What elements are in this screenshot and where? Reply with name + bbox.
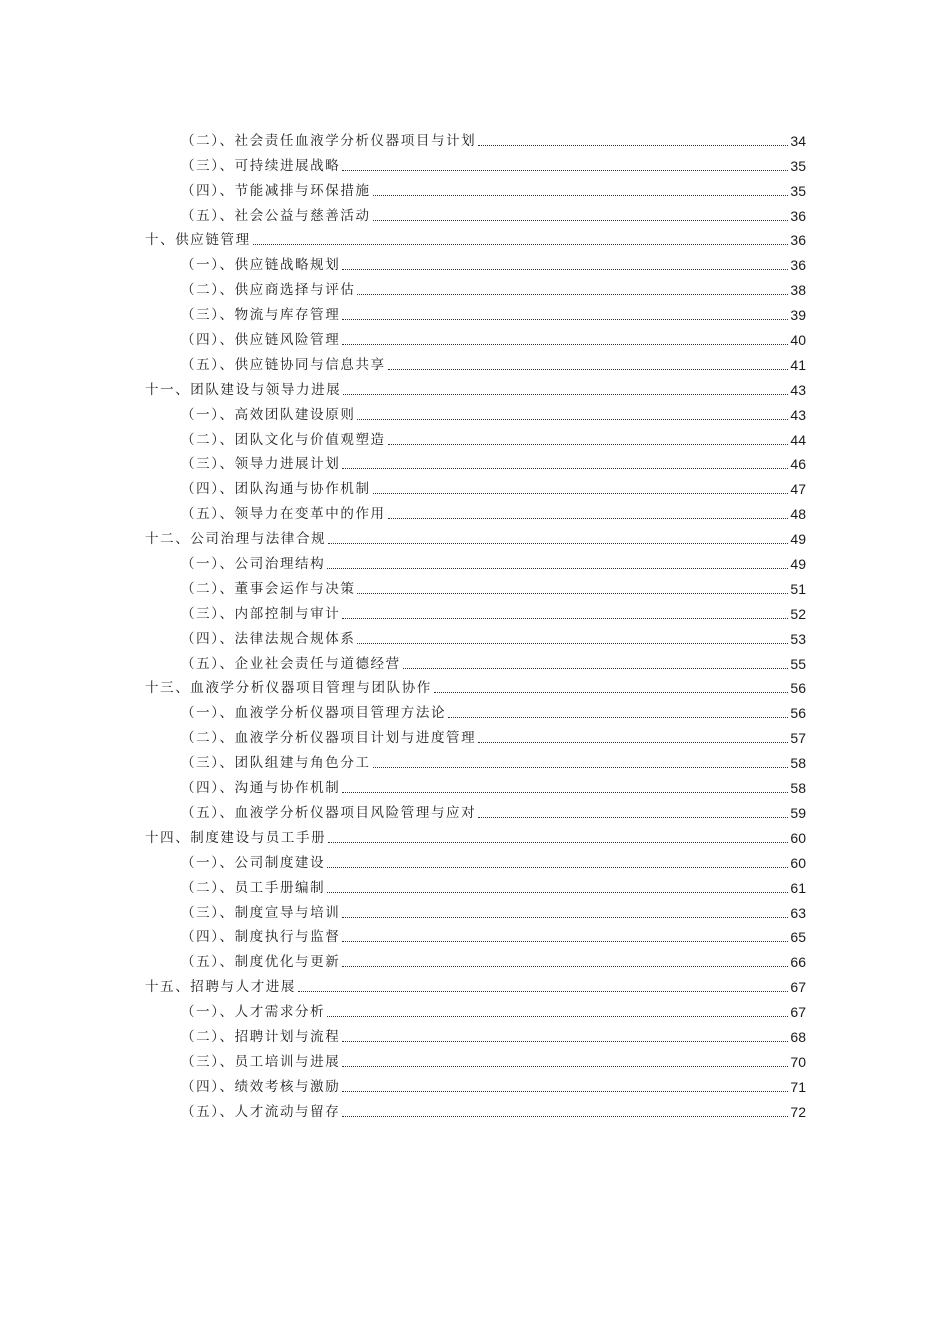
dot-leader [342,618,788,619]
toc-entry-title: （五）、供应链协同与信息共享 [181,356,386,373]
toc-section-entry[interactable] [145,647,806,672]
toc-entry-title: 十、供应链管理 [145,232,251,249]
dot-leader [388,518,789,519]
toc-section-entry[interactable] [145,921,806,946]
toc-page-number: 70 [790,1053,806,1070]
toc-section-entry[interactable] [145,547,806,572]
toc-entry-title: （二）、董事会运作与决策 [181,580,356,597]
toc-page-number: 35 [790,182,806,199]
dot-leader [342,344,788,345]
toc-entry-title: （五）、制度优化与更新 [181,954,341,971]
dot-leader [373,493,789,494]
toc-entry-title: （三）、物流与库存管理 [181,307,341,324]
dot-leader [342,468,788,469]
dot-leader [328,842,788,843]
dot-leader [357,593,788,594]
toc-page-number: 43 [790,381,806,398]
dot-leader [343,394,788,395]
dot-leader [357,419,788,420]
dot-leader [342,1116,788,1117]
toc-entry-title: （五）、社会公益与慈善活动 [181,207,371,224]
toc-section-entry[interactable] [145,1020,806,1045]
toc-entry-title: 十一、团队建设与领导力进展 [145,381,342,398]
toc-section-entry[interactable] [145,423,806,448]
toc-section-entry[interactable] [145,696,806,721]
toc-section-entry[interactable] [145,572,806,597]
toc-section-entry[interactable] [145,273,806,298]
toc-page-number: 36 [790,232,806,249]
toc-entry-title: （四）、沟通与协作机制 [181,780,341,797]
toc-page-number: 58 [790,780,806,797]
dot-leader [434,692,789,693]
toc-page-number: 36 [790,257,806,274]
toc-section-entry[interactable] [145,398,806,423]
toc-page-number: 67 [790,1004,806,1021]
toc-chapter-entry[interactable] [145,970,806,995]
toc-entry-title: （四）、法律法规合规体系 [181,630,356,647]
toc-page-number: 51 [790,580,806,597]
toc-page-number: 59 [790,804,806,821]
dot-leader [298,991,788,992]
dot-leader [342,917,788,918]
dot-leader [373,220,789,221]
toc-entry-title: （三）、内部控制与审计 [181,605,341,622]
dot-leader [342,170,788,171]
toc-page-number: 34 [790,132,806,149]
toc-page-number: 49 [790,556,806,573]
dot-leader [328,543,788,544]
toc-entry-title: （一）、公司制度建设 [181,854,326,871]
toc-section-entry[interactable] [145,771,806,796]
toc-section-entry[interactable] [145,622,806,647]
dot-leader [327,892,788,893]
dot-leader [478,817,788,818]
toc-entry-title: （二）、供应商选择与评估 [181,282,356,299]
dot-leader [342,966,788,967]
toc-page-number: 40 [790,332,806,349]
toc-entry-title: 十四、制度建设与员工手册 [145,829,327,846]
toc-entry-title: （二）、员工手册编制 [181,879,326,896]
toc-chapter-entry[interactable] [145,224,806,249]
dot-leader [357,294,788,295]
dot-leader [342,319,788,320]
dot-leader [388,369,789,370]
toc-page-number: 36 [790,207,806,224]
dot-leader [253,244,789,245]
toc-section-entry[interactable] [145,1070,806,1095]
toc-section-entry[interactable] [145,298,806,323]
toc-section-entry[interactable] [145,248,806,273]
toc-entry-title: （三）、可持续进展战略 [181,157,341,174]
toc-section-entry[interactable] [145,497,806,522]
toc-page-number: 49 [790,531,806,548]
toc-page-number: 55 [790,655,806,672]
toc-page-number: 68 [790,1028,806,1045]
toc-page-number: 48 [790,506,806,523]
toc-entry-title: （五）、企业社会责任与道德经营 [181,655,401,672]
toc-chapter-entry[interactable] [145,672,806,697]
toc-entry-title: （一）、高效团队建设原则 [181,406,356,423]
toc-entry-title: （三）、团队组建与角色分工 [181,755,371,772]
toc-page-number: 39 [790,307,806,324]
toc-entry-title: 十二、公司治理与法律合规 [145,531,327,548]
dot-leader [342,1041,788,1042]
dot-leader [342,269,788,270]
toc-page-number: 60 [790,854,806,871]
toc-entry-title: （一）、公司治理结构 [181,556,326,573]
toc-section-entry[interactable] [145,348,806,373]
toc-entry-title: （四）、供应链风险管理 [181,332,341,349]
toc-page-number: 58 [790,755,806,772]
toc-chapter-entry[interactable] [145,821,806,846]
toc-section-entry[interactable] [145,896,806,921]
toc-page-number: 60 [790,829,806,846]
toc-entry-title: （四）、绩效考核与激励 [181,1078,341,1095]
toc-entry-title: （一）、供应链战略规划 [181,257,341,274]
dot-leader [342,792,788,793]
dot-leader [357,643,788,644]
toc-section-entry[interactable] [145,124,806,149]
dot-leader [388,444,789,445]
toc-page-number: 35 [790,157,806,174]
toc-section-entry[interactable] [145,149,806,174]
toc-page-number: 38 [790,282,806,299]
dot-leader [327,1016,788,1017]
toc-section-entry[interactable] [145,174,806,199]
toc-section-entry[interactable] [145,846,806,871]
toc-section-entry[interactable] [145,323,806,348]
toc-entry-title: （二）、社会责任血液学分析仪器项目与计划 [181,132,477,149]
toc-entry-title: （五）、领导力在变革中的作用 [181,506,386,523]
toc-section-entry[interactable] [145,871,806,896]
toc-page-number: 63 [790,904,806,921]
toc-page-number: 52 [790,605,806,622]
toc-entry-title: （三）、领导力进展计划 [181,456,341,473]
toc-page-number: 65 [790,929,806,946]
toc-page-number: 43 [790,406,806,423]
table-of-contents [145,124,806,1120]
toc-page-number: 41 [790,356,806,373]
toc-page-number: 66 [790,954,806,971]
toc-section-entry[interactable] [145,796,806,821]
toc-entry-title: （一）、血液学分析仪器项目管理方法论 [181,705,447,722]
dot-leader [403,668,789,669]
toc-page-number: 46 [790,456,806,473]
toc-entry-title: （二）、血液学分析仪器项目计划与进度管理 [181,730,477,747]
dot-leader [373,195,789,196]
toc-section-entry[interactable] [145,1045,806,1070]
toc-page-number: 56 [790,680,806,697]
toc-section-entry[interactable] [145,199,806,224]
toc-entry-title: 十五、招聘与人才进展 [145,979,296,996]
toc-section-entry[interactable] [145,995,806,1020]
toc-entry-title: （二）、招聘计划与流程 [181,1028,341,1045]
dot-leader [342,1091,788,1092]
toc-page-number: 56 [790,705,806,722]
dot-leader [448,717,788,718]
toc-entry-title: （四）、节能减排与环保措施 [181,182,371,199]
toc-page-number: 44 [790,431,806,448]
dot-leader [478,145,788,146]
toc-section-entry[interactable] [145,746,806,771]
toc-entry-title: （三）、员工培训与进展 [181,1053,341,1070]
toc-page-number: 71 [790,1078,806,1095]
dot-leader [327,568,788,569]
toc-entry-title: （三）、制度宣导与培训 [181,904,341,921]
toc-page-number: 67 [790,979,806,996]
toc-section-entry[interactable] [145,472,806,497]
toc-entry-title: （四）、制度执行与监督 [181,929,341,946]
toc-section-entry[interactable] [145,597,806,622]
toc-page-number: 57 [790,730,806,747]
toc-section-entry[interactable] [145,945,806,970]
toc-page-number: 72 [790,1103,806,1120]
toc-section-entry[interactable] [145,1095,806,1120]
toc-entry-title: （一）、人才需求分析 [181,1004,326,1021]
toc-page-number: 61 [790,879,806,896]
toc-entry-title: （五）、人才流动与留存 [181,1103,341,1120]
dot-leader [373,767,789,768]
toc-entry-title: 十三、血液学分析仪器项目管理与团队协作 [145,680,432,697]
toc-chapter-entry[interactable] [145,522,806,547]
toc-entry-title: （四）、团队沟通与协作机制 [181,481,371,498]
dot-leader [342,941,788,942]
toc-entry-title: （五）、血液学分析仪器项目风险管理与应对 [181,804,477,821]
toc-section-entry[interactable] [145,721,806,746]
dot-leader [327,867,788,868]
dot-leader [478,742,788,743]
toc-page-number: 47 [790,481,806,498]
dot-leader [342,1066,788,1067]
toc-entry-title: （二）、团队文化与价值观塑造 [181,431,386,448]
toc-chapter-entry[interactable] [145,373,806,398]
toc-section-entry[interactable] [145,448,806,473]
toc-page-number: 53 [790,630,806,647]
